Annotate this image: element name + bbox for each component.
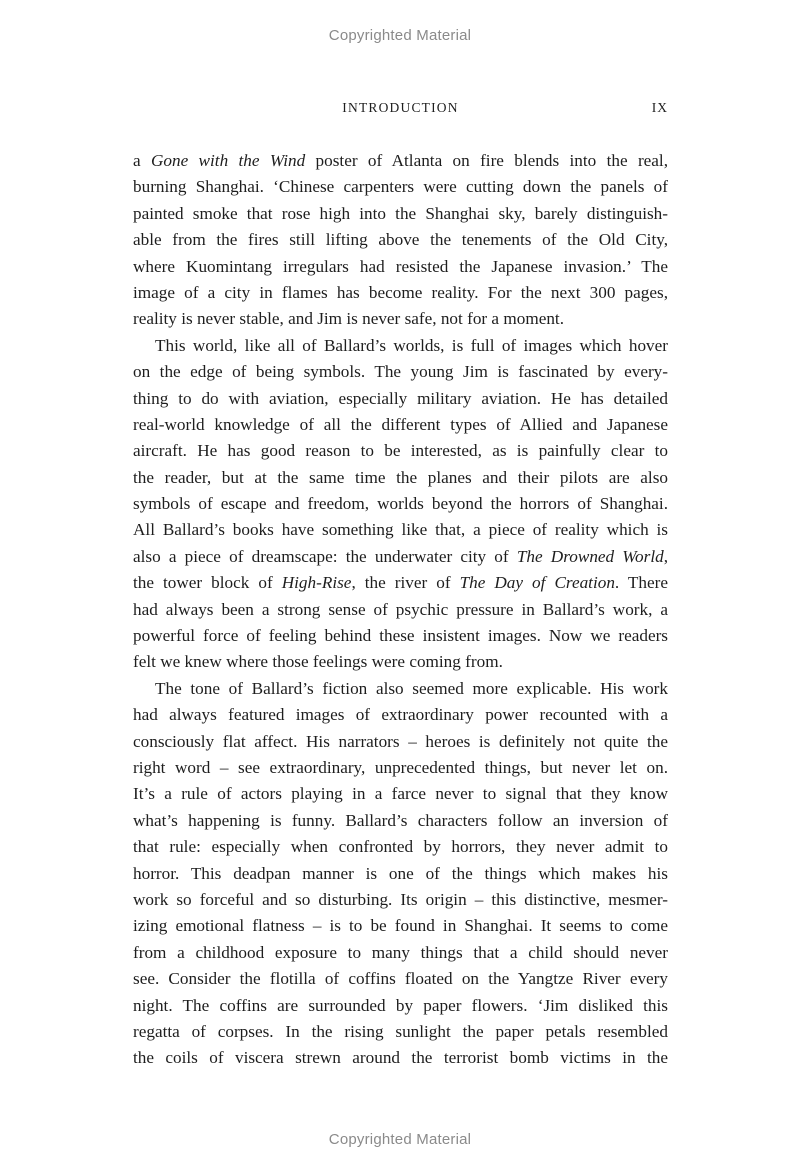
text-line: reality is never stable, and Jim is never safe, not for a moment. <box>133 309 564 329</box>
text-line: The tone of Ballard’s fiction also seemed more explicable. His work <box>155 678 668 698</box>
text-line: symbols of escape and freedom, worlds beyond the horrors of Shanghai. <box>133 494 668 514</box>
text-line: aircraft. He has good reason to be interested, as is painfully clear to <box>133 441 668 461</box>
copyright-watermark-top: Copyrighted Material <box>328 27 472 44</box>
text-line: painted smoke that rose high into the Shanghai sky, barely distinguish- <box>133 203 668 223</box>
text-span: , <box>663 546 668 566</box>
text-line: This world, like all of Ballard’s worlds, is full of images which hover <box>155 335 668 355</box>
text-line: image of a city in flames has become reality. For the next 300 pages, <box>133 282 668 302</box>
text-line: from a childhood exposure to many things that a child should never <box>133 942 668 962</box>
text-line: see. Consider the flotilla of coffins floated on the Yangtze River every <box>133 969 668 989</box>
text-line: the coils of viscera strewn around the terrorist bomb victims in the <box>133 1048 668 1068</box>
text-line: that rule: especially when confronted by horrors, they never admit to <box>133 837 668 857</box>
running-head-title: INTRODUCTION <box>342 100 459 115</box>
running-head <box>133 100 668 120</box>
book-title-italic: The Day of Creation <box>459 573 615 593</box>
text-line: work so forceful and so disturbing. Its origin – this distinctive, mesmer- <box>133 889 668 909</box>
text-span: also a piece of dreamscape: the underwater city of <box>133 546 517 566</box>
text-line: It’s a rule of actors playing in a farce never to signal that they know <box>133 784 668 804</box>
text-line: where Kuomintang irregulars had resisted the Japanese invasion.’ The <box>133 256 668 276</box>
text-line: able from the fires still lifting above the tenements of the Old City, <box>133 230 668 250</box>
page-number: IX <box>651 100 668 115</box>
book-title-italic: High-Rise <box>281 573 352 593</box>
text-line: right word – see extraordinary, unprecedented things, but never let on. <box>133 757 668 777</box>
text-span: the tower block of <box>133 573 282 593</box>
book-title-italic: Gone with the Wind <box>150 151 306 170</box>
paragraph-3 <box>133 676 668 1072</box>
text-line: real-world knowledge of all the different types of Allied and Japanese <box>133 414 668 434</box>
text-line: had always been a strong sense of psychic pressure in Ballard’s work, a <box>133 599 668 619</box>
text-line <box>133 570 668 596</box>
text-span: . There <box>614 573 669 593</box>
text-line: had always featured images of extraordinary power recounted with a <box>133 705 668 725</box>
text-span: a <box>133 151 151 170</box>
text-line: felt we knew where those feelings were coming from. <box>133 652 503 672</box>
text-line: on the edge of being symbols. The young Jim is fascinated by every- <box>133 362 668 382</box>
text-line: burning Shanghai. ‘Chinese carpenters were cutting down the panels of <box>133 177 668 197</box>
paragraph-1 <box>133 148 668 333</box>
book-title-italic: The Drowned World <box>516 546 664 566</box>
text-line: what’s happening is funny. Ballard’s characters follow an inversion of <box>133 810 668 830</box>
text-line: regatta of corpses. In the rising sunlight the paper petals resembled <box>133 1021 668 1041</box>
text-span: poster of Atlanta on fire blends into the real, <box>305 151 668 170</box>
text-line: night. The coffins are surrounded by paper flowers. ‘Jim disliked this <box>133 995 668 1015</box>
text-line: the reader, but at the same time the planes and their pilots are also <box>133 467 668 487</box>
text-line <box>133 544 668 570</box>
text-line: horror. This deadpan manner is one of the things which makes his <box>133 863 668 883</box>
text-span: , the river of <box>351 573 460 593</box>
text-line: All Ballard’s books have something like that, a piece of reality which is <box>133 520 668 540</box>
text-line: izing emotional flatness – is to be found in Shanghai. It seems to come <box>133 916 668 936</box>
text-line: consciously flat affect. His narrators – heroes is definitely not quite the <box>133 731 668 751</box>
text-line: thing to do with aviation, especially military aviation. He has detailed <box>133 388 668 408</box>
copyright-watermark-bottom: Copyrighted Material <box>328 1131 472 1148</box>
body-text <box>133 148 668 1072</box>
text-line: powerful force of feeling behind these insistent images. Now we readers <box>133 626 668 646</box>
paragraph-2 <box>133 333 668 676</box>
text-line <box>133 148 668 174</box>
